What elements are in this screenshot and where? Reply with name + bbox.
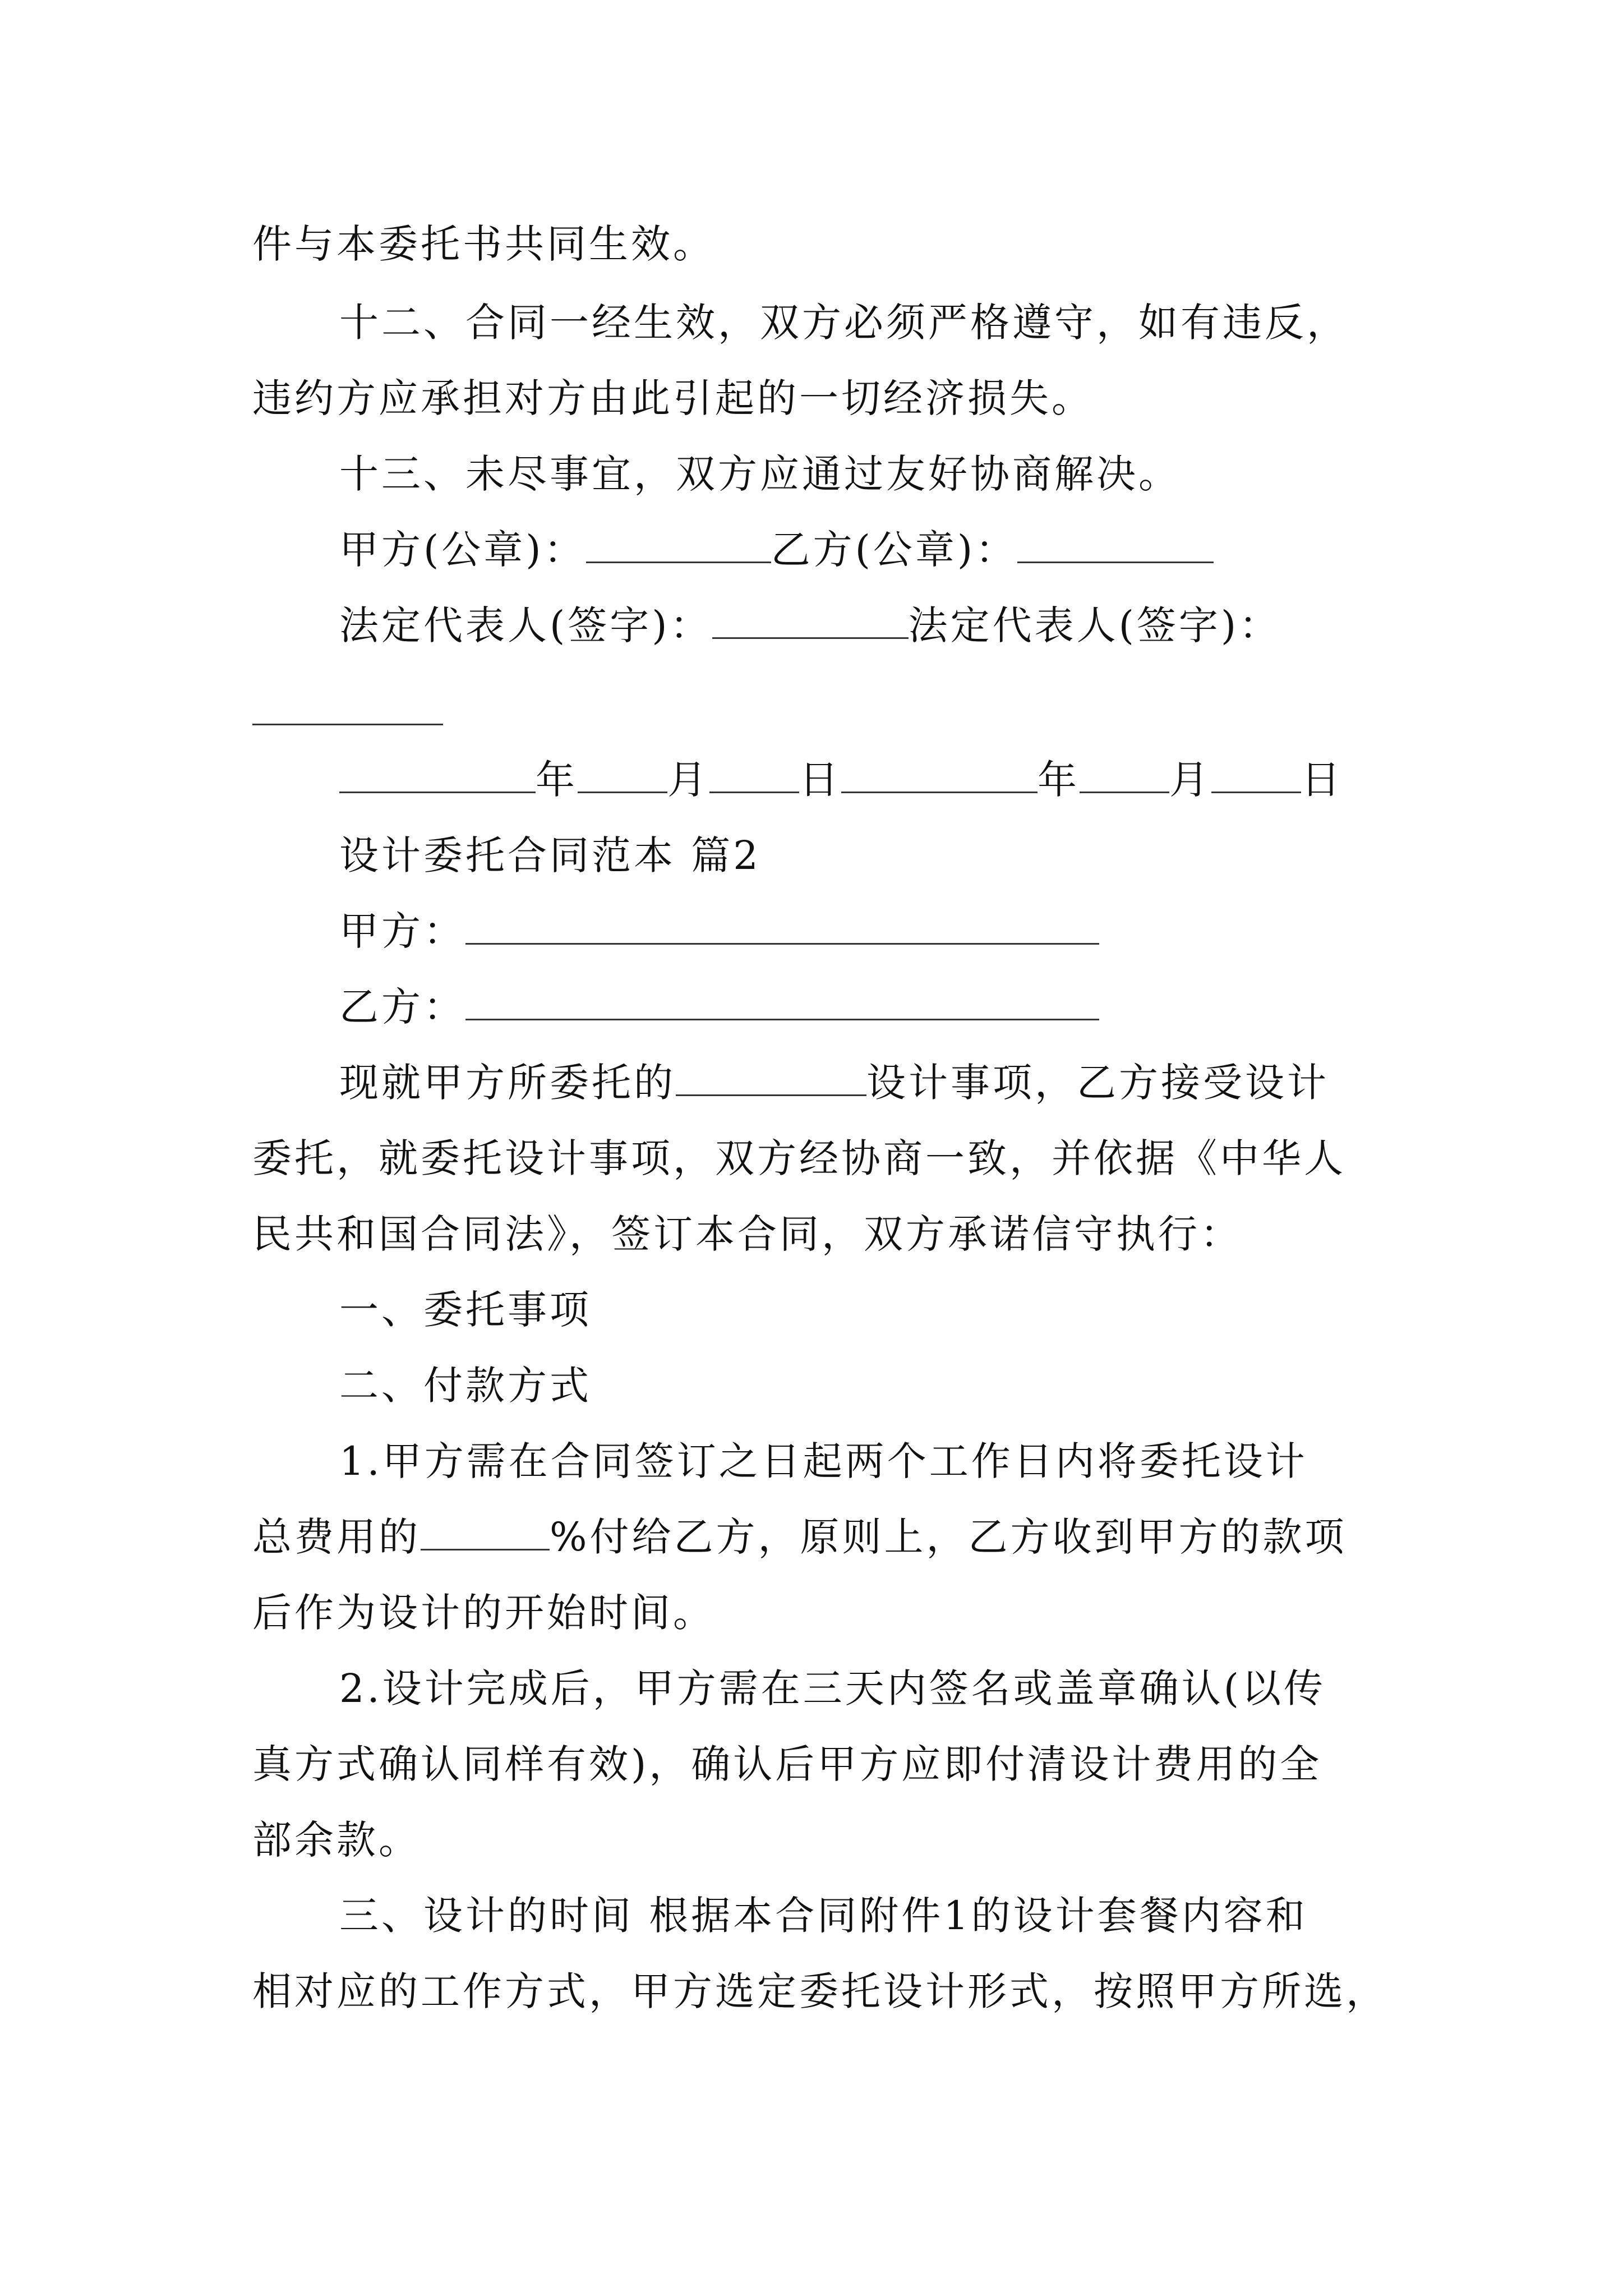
party-b-blank (465, 984, 1099, 1020)
clause-12-line-2: 违约方应承担对方由此引起的一切经济损失。 (252, 375, 1094, 421)
payment-percent-blank (421, 1514, 550, 1550)
intro-line-1 (339, 1057, 1329, 1108)
date-line (339, 754, 1343, 805)
clause-12-line-1: 十二、合同一经生效，双方必须严格遵守，如有违反， (339, 300, 1349, 346)
party-b-month-blank (1080, 757, 1169, 793)
legal-representative-line (339, 600, 1281, 651)
party-b-label: 乙方： (339, 984, 465, 1030)
party-b-year-label: 年 (1038, 757, 1080, 803)
party-b-representative-blank (252, 724, 443, 725)
party-a-seal-label: 甲方(公章)： (339, 527, 586, 573)
payment-item-1-line-2 (252, 1512, 1347, 1562)
party-b-representative-label: 法定代表人(签字)： (908, 602, 1281, 648)
party-a-blank (465, 908, 1099, 945)
party-a-day-label: 日 (799, 757, 841, 803)
party-a-year-blank (339, 757, 536, 793)
party-b-line (339, 982, 1099, 1032)
payment-item-2-line-2: 真方式确认同样有效)，确认后甲方应即付清设计费用的全 (252, 1741, 1322, 1787)
party-a-day-blank (709, 757, 799, 793)
payment-item-2-line-1: 2.设计完成后，甲方需在三天内签名或盖章确认(以传 (339, 1665, 1326, 1711)
payment-percent-label: 总费用的 (252, 1514, 421, 1560)
clause-13: 十三、未尽事宜，双方应通过友好协商解决。 (339, 451, 1181, 497)
payment-item-1-line-1: 1.甲方需在合同签订之日起两个工作日内将委托设计 (339, 1438, 1308, 1484)
payment-percent-text: %付给乙方，原则上，乙方收到甲方的款项 (550, 1514, 1347, 1560)
party-a-representative-label: 法定代表人(签字)： (339, 602, 712, 648)
party-a-month-label: 月 (667, 757, 709, 803)
text-line-1: 件与本委托书共同生效。 (252, 221, 715, 267)
intro-text-end: 设计事项，乙方接受设计 (866, 1060, 1329, 1106)
party-a-line (339, 906, 1099, 956)
party-b-seal-blank (1017, 527, 1214, 563)
party-b-month-label: 月 (1169, 757, 1211, 803)
party-b-year-blank (841, 757, 1038, 793)
design-time-line-2: 相对应的工作方式，甲方选定委托设计形式，按照甲方所选， (252, 1968, 1388, 2014)
party-b-seal-label: 乙方(公章)： (771, 527, 1018, 573)
heading-payment-method: 二、付款方式 (339, 1363, 592, 1409)
payment-item-1-line-3: 后作为设计的开始时间。 (252, 1590, 715, 1636)
heading-entrusted-items: 一、委托事项 (339, 1287, 592, 1333)
design-item-blank (676, 1060, 866, 1096)
payment-item-2-line-3: 部余款。 (252, 1817, 421, 1863)
party-a-seal-blank (586, 527, 771, 563)
section-title: 设计委托合同范本 篇2 (339, 832, 761, 878)
intro-text-start: 现就甲方所委托的 (339, 1060, 676, 1106)
party-b-day-label: 日 (1301, 757, 1343, 803)
intro-line-3: 民共和国合同法》，签订本合同，双方承诺信守执行： (252, 1211, 1242, 1257)
party-b-day-blank (1211, 757, 1301, 793)
intro-line-2: 委托，就委托设计事项，双方经协商一致，并依据《中华人 (252, 1135, 1346, 1181)
party-a-year-label: 年 (536, 757, 578, 803)
design-time-line-1: 三、设计的时间 根据本合同附件1的设计套餐内容和 (339, 1893, 1308, 1939)
party-a-label: 甲方： (339, 908, 465, 954)
party-a-month-blank (578, 757, 667, 793)
signature-party-line (339, 524, 1214, 575)
party-a-representative-blank (712, 602, 909, 639)
